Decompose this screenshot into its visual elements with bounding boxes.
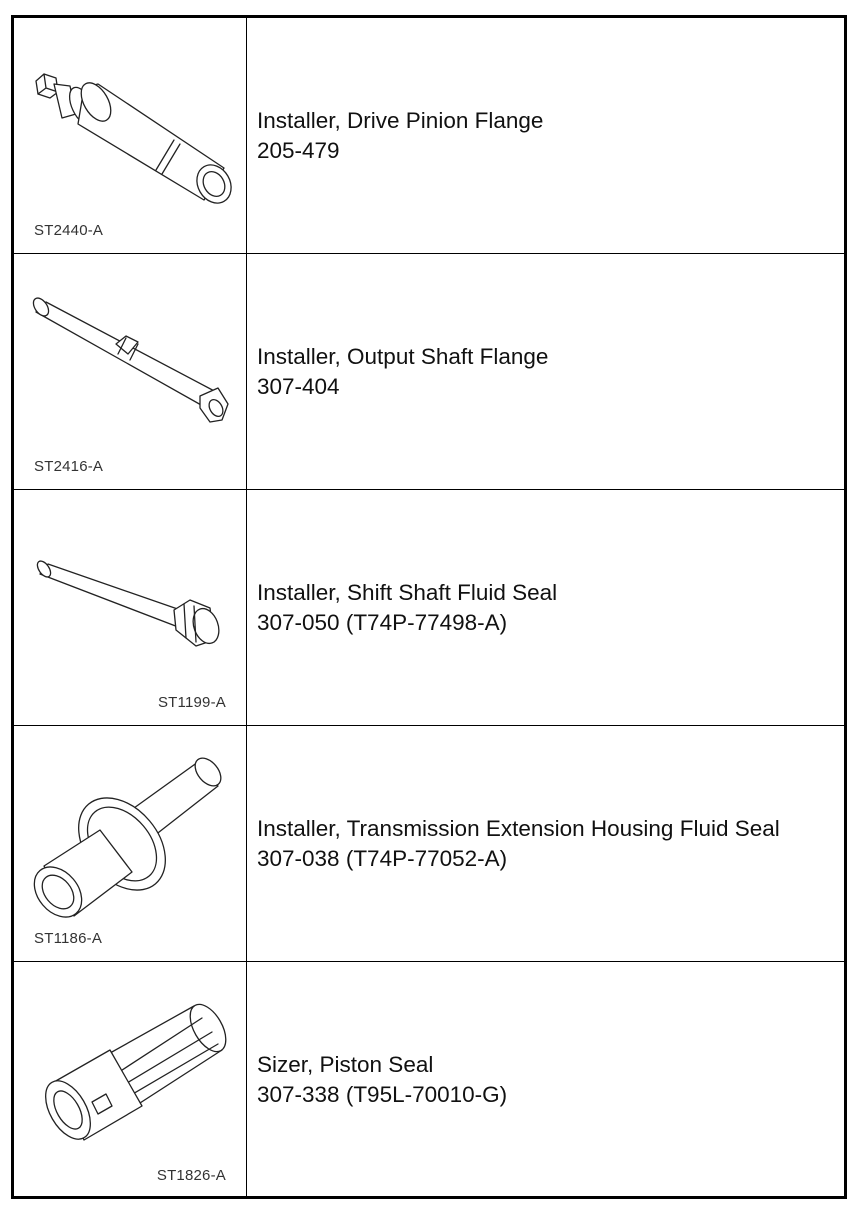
tool-illustration-cell (14, 490, 247, 725)
tool-row (14, 254, 844, 490)
tool-name: Installer, Drive Pinion Flange (257, 108, 544, 133)
extension-housing-fluid-seal-installer-illustration (14, 726, 246, 962)
tool-description (257, 578, 557, 638)
tool-row (14, 490, 844, 726)
tool-part-number: 307-050 (T74P-77498-A) (257, 610, 508, 635)
figure-code: ST1826-A (156, 1167, 226, 1184)
tool-name: Installer, Output Shaft Flange (257, 344, 549, 369)
tool-part-number: 205-479 (257, 138, 340, 163)
tool-name: Installer, Transmission Extension Housing Fluid Seal (257, 816, 780, 841)
figure-code: ST1199-A (157, 694, 226, 711)
figure-code: ST1186-A (34, 930, 103, 947)
tool-illustration-cell (14, 254, 247, 489)
tool-name: Sizer, Piston Seal (257, 1052, 434, 1077)
shift-shaft-fluid-seal-installer-illustration (14, 490, 246, 726)
tool-illustration-cell (14, 18, 247, 253)
output-shaft-flange-installer-illustration (14, 254, 246, 490)
tool-description (257, 814, 780, 874)
drive-pinion-flange-installer-illustration (14, 18, 246, 254)
tool-description (257, 342, 548, 402)
tool-part-number: 307-338 (T95L-70010-G) (257, 1082, 508, 1107)
tool-name: Installer, Shift Shaft Fluid Seal (257, 580, 558, 605)
tool-illustration-cell (14, 726, 247, 961)
tool-row (14, 962, 844, 1198)
tool-part-number: 307-038 (T74P-77052-A) (257, 846, 508, 871)
figure-code: ST2440-A (34, 222, 104, 239)
figure-code: ST2416-A (34, 458, 104, 475)
special-tools-table (11, 15, 847, 1199)
tool-description (257, 106, 543, 166)
tool-row (14, 726, 844, 962)
tool-illustration-cell (14, 962, 247, 1198)
tool-part-number: 307-404 (257, 374, 340, 399)
piston-seal-sizer-illustration (14, 962, 246, 1198)
tool-description (257, 1050, 507, 1110)
tool-row (14, 18, 844, 254)
